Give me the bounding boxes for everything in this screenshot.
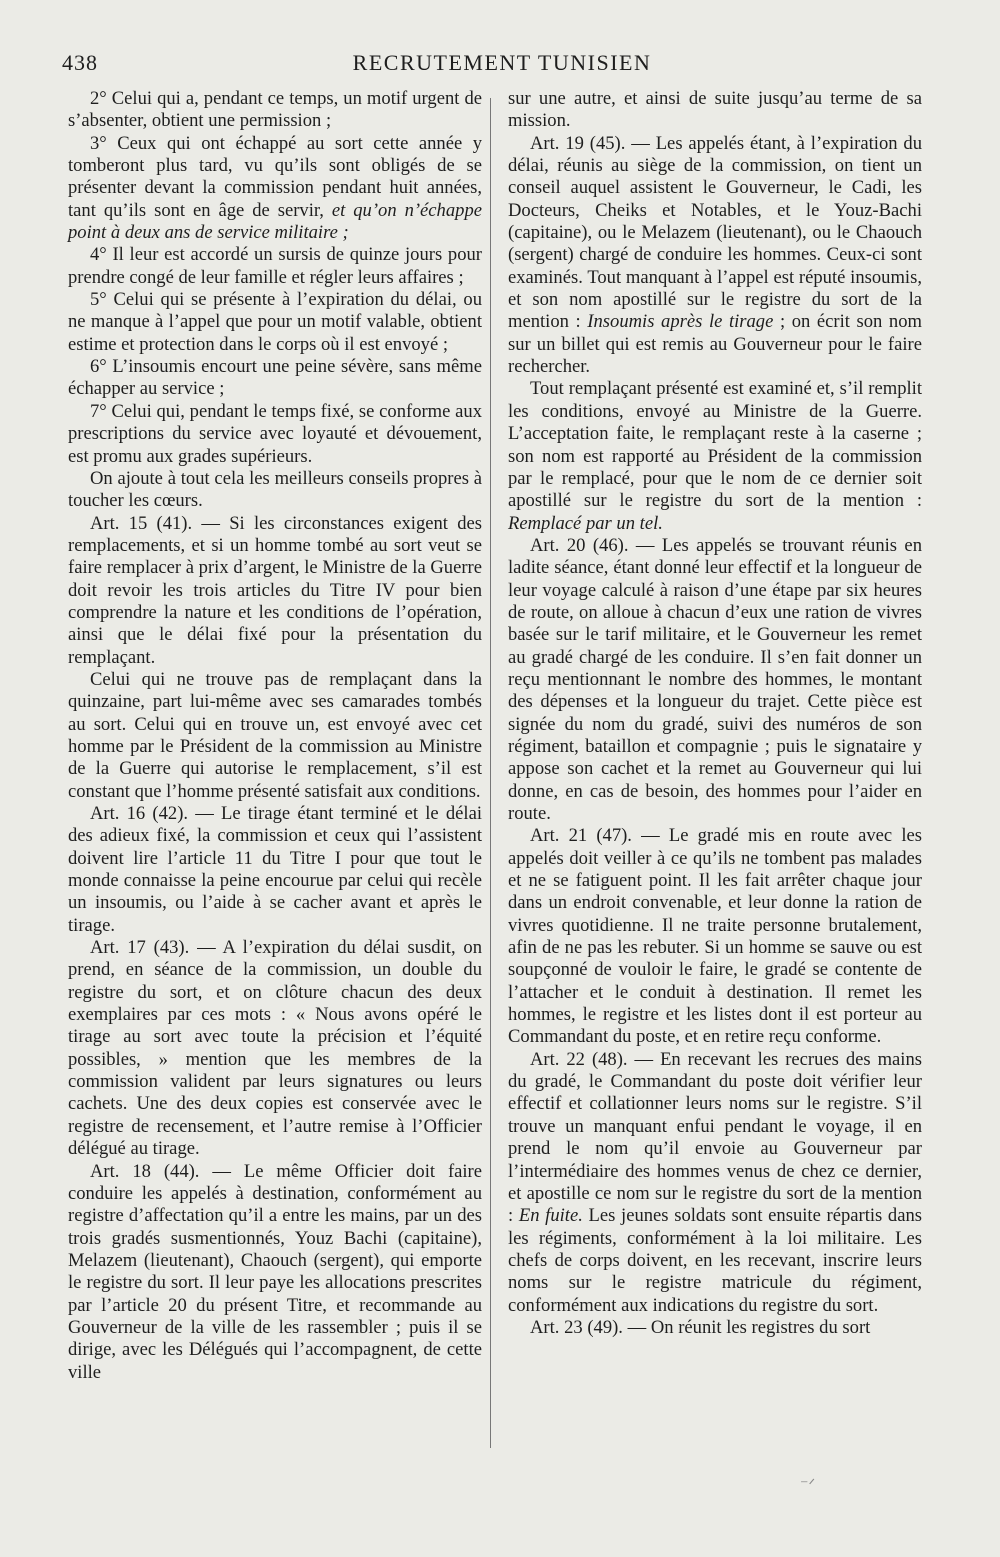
- right-column: [508, 88, 922, 1339]
- paragraph-text: 3° Ceux qui ont échappé au sort cette année y tomberont plus tard, vu qu’ils sont obligés de se présenter devant la commission pendant huit années, tant qu’ils sont en âge de servir,: [68, 132, 482, 221]
- paragraph: 5° Celui qui se présente à l’expiration du délai, ou ne manque à l’appel que pour un motif valable, obtient estime et protection dans le corps où il est envoyé ;: [68, 289, 482, 355]
- paragraph: Celui qui ne trouve pas de remplaçant dans la quinzaine, part lui-même avec ses camarades tombés au sort. Celui qui en trouve un, est envoyé avec cet homme par le Président de la commission au Ministre de la Guerre qui autorise le remplacement, s’il est constant que l’homme présenté satisfait aux conditions.: [68, 668, 482, 802]
- italic-text: Insoumis après le tirage: [587, 311, 774, 333]
- paragraph: [508, 378, 922, 534]
- column-divider: [490, 98, 491, 1448]
- left-column: [68, 88, 482, 1384]
- page-number: 438: [62, 50, 98, 75]
- paragraph: 7° Celui qui, pendant le temps fixé, se conforme aux prescriptions du service avec loyauté et dévouement, est promu aux grades supérieurs.: [68, 400, 482, 467]
- paragraph-text: Art. 22 (48). — En recevant les recrues des mains du gradé, le Commandant du poste doit vérifier leur effectif et collationner leurs noms sur le registre. S’il trouve un manquant enfui pendant le voyage, il en prend le nom qu’il envoie au Gouverneur par l’intermédiaire des hommes venus de chez ce dernier, et apostille ce nom sur le registre du sort de la mention :: [508, 1048, 922, 1227]
- italic-text: En fuite.: [518, 1205, 583, 1227]
- paragraph: 2° Celui qui a, pendant ce temps, un motif urgent de s’absenter, obtient une permission ;: [68, 88, 482, 132]
- italic-text: et qu’on n’échappe point à deux ans de service militaire ;: [68, 199, 483, 244]
- article-paragraph: Art. 18 (44). — Le même Officier doit faire conduire les appelés à destination, conformément au registre d’affectation qu’il a entre les mains, par un des trois gradés susmentionnés, Youz Bachi (capitaine), Melazem (lieutenant), Chaouch (sergent), qui emporte le registre du sort. Il leur paye les allocations prescrites par l’article 20 du présent Titre, et recommande au Gouverneur de la ville de les rassembler ; puis il se dirige, avec les Délégués qui l’accompagnent, de cette ville: [68, 1160, 482, 1383]
- paragraph-continuation: sur une autre, et ainsi de suite jusqu’au terme de sa mission.: [508, 88, 922, 132]
- article-paragraph: Art. 23 (49). — On réunit les registres du sort: [530, 1316, 871, 1338]
- paragraph-text: ; on écrit son nom sur un billet qui est remis au Gouverneur pour le faire rechercher.: [508, 311, 922, 378]
- article-paragraph: Art. 21 (47). — Le gradé mis en route avec les appelés doit veiller à ce qu’ils ne tombent pas malades et ne se fatiguent point. Il les fait arrêter chaque jour dans un endroit convenable, et leur donne la ration de vivres quotidienne. Il ne traite personne brutalement, afin de ne pas les rebuter. Si un homme se sauve ou est soupçonné de vouloir le faire, le gradé se contente de l’attacher et le conduit à destination. Il remet les hommes, le registre et les listes dont il est porteur au Commandant du poste, et en retire reçu conforme.: [508, 825, 922, 1048]
- article-paragraph: Art. 16 (42). — Le tirage étant terminé et le délai des adieux fixé, la commission et ceux qui l’assistent doivent lire l’article 11 du Titre I pour que tout le monde connaisse la peine encourue par celui qui recèle un insoumis, ou l’aide à se cacher avant et après le tirage.: [68, 803, 482, 936]
- paragraph: [68, 133, 482, 245]
- article-paragraph: Art. 17 (43). — A l’expiration du délai susdit, on prend, en séance de la commission, un double du registre du sort, et on clôture chacun des deux exemplaires par ces mots : « Nous avons opéré le tirage au sort avec toute la précision et l’équité possibles, » mention que les membres de la commission valident par leurs signatures ou leurs cachets. Une des deux copies est conservée avec le registre de recensement, et l’autre remise à l’Officier délégué au tirage.: [68, 937, 482, 1160]
- paragraph: 4° Il leur est accordé un sursis de quinze jours pour prendre congé de leur famille et régler leurs affaires ;: [68, 244, 482, 288]
- paragraph-text: Tout remplaçant présenté est examiné et, s’il remplit les conditions, envoyé au Ministre de la Guerre. L’acceptation faite, le remplaçant reste à la caserne ; son nom est rapporté au Président de la commission par le remplacé, pour que le nom de ce dernier soit apostillé sur le registre du sort de la mention :: [508, 378, 922, 512]
- running-title: RECRUTEMENT TUNISIEN: [352, 50, 652, 75]
- page-header: [62, 50, 932, 86]
- paragraph-text: Les jeunes soldats sont ensuite répartis dans les régiments, conformément à la loi militaire. Les chefs de corps doivent, en les recevant, inscrire leurs noms sur le registre matricule du régiment, conformément aux indications du registre du sort.: [508, 1205, 923, 1316]
- italic-text: Remplacé par un tel.: [508, 512, 663, 534]
- article-paragraph: Art. 15 (41). — Si les circonstances exigent des remplacements, et si un homme tombé au sort veut se faire remplacer à prix d’argent, le Ministre de la Guerre doit revoir les trois articles du Titre IV pour bien comprendre la nature et les conditions de l’opération, ainsi que le délai fixé pour la présentation du remplaçant.: [68, 512, 482, 668]
- paragraph: 6° L’insoumis encourt une peine sévère, sans même échapper au service ;: [68, 356, 482, 400]
- article-paragraph: Art. 20 (46). — Les appelés se trouvant réunis en ladite séance, étant donné leur effectif et la longueur de leur voyage calculé à raison d’une étape par six heures de route, on alloue à chacun d’eux une ration de vivres basée sur le tarif militaire, et le Gouverneur les remet au gradé chargé de les conduire. Il s’en fait donner un reçu mentionnant le nombre des hommes, le montant des dépenses et la longueur du trajet. Cette pièce est signée du nom du gradé, suivi des numéros de son régiment, bataillon et compagnie ; puis le signataire y appose son cachet et la remet au Gouverneur qui lui donne, en cas de besoin, des hommes pour l’aider en route.: [508, 534, 922, 824]
- article-paragraph: [508, 1049, 922, 1317]
- article-paragraph: [508, 133, 922, 379]
- paragraph: On ajoute à tout cela les meilleurs conseils propres à toucher les cœurs.: [68, 467, 482, 512]
- page-mark: ⁻ᐟ: [800, 1477, 816, 1494]
- paragraph-text: Art. 19 (45). — Les appelés étant, à l’expiration du délai, réunis au siège de la commission, on tient un conseil auquel assistent le Gouverneur, le Cadi, les Docteurs, Cheiks et Notables, et le Youz-Bachi (capitaine), ou le Melazem (lieutenant), ou le Chaouch (sergent) chargé de conduire les hommes. Ceux-ci sont examinés. Tout manquant à l’appel est réputé insoumis, et son nom apostillé sur le registre du sort de la mention :: [508, 132, 922, 333]
